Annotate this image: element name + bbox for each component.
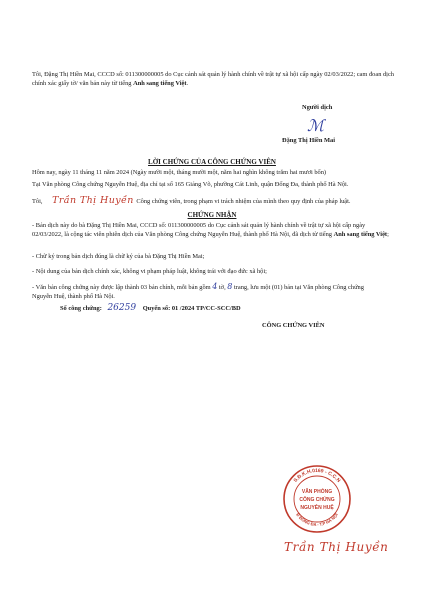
translator-name: Đặng Thị Hiền Mai: [282, 137, 335, 144]
statement-text: Tôi, Đặng Thị Hiền Mai, CCCD số: 011300000005 do Cục cảnh sát quản lý hành chính về trật tự xã hội cấp ngày 02/03/2022; cam đoan dịch chính xác giấy tờ/ văn bản này từ tiếng: [32, 71, 394, 87]
certify-point-1-end: ;: [387, 230, 389, 238]
notary-date-line: Hôm nay, ngày 11 tháng 11 năm 2024 (Ngày mười một, tháng mười một, năm hai nghìn không trăm hai mươi bốn): [32, 169, 327, 176]
notary-i-suffix: Công chứng viên, trong phạm vi trách nhiệm của mình theo quy định của pháp luật.: [136, 198, 351, 205]
certify-point-1: [32, 222, 394, 239]
notary-number-value: 26259: [107, 303, 137, 313]
statement-language: Anh sang tiếng Việt: [133, 79, 187, 87]
certify-point-4: [32, 283, 382, 301]
notary-number-line: [60, 304, 241, 313]
seal-line-1: VĂN PHÒNG: [301, 489, 333, 495]
notary-place-line: Tại Văn phòng Công chứng Nguyễn Huệ, địa chỉ tại số 165 Giảng Võ, phường Cát Linh, quận Đống Đa, thành phố Hà Nội.: [32, 181, 349, 188]
certify-heading: CHỨNG NHẬN: [187, 211, 237, 219]
certify-point-4-pages: 4: [212, 282, 218, 291]
seal-ring-text: S.Đ.K.H.0169 - C.C.N: [292, 467, 342, 484]
certify-point-1-language: Anh sang tiếng Việt: [333, 230, 388, 238]
certify-point-2: - Chữ ký trong bản dịch đúng là chữ ký của bà Đặng Thị Hiền Mai;: [32, 253, 205, 260]
notary-i-line: [32, 197, 351, 206]
certify-point-4-text-b: tờ,: [217, 284, 228, 291]
notary-number-label: Số công chứng:: [60, 305, 102, 312]
notary-signature: Trần Thị Huyền: [284, 540, 389, 554]
seal-bottom-text: Đ ĐỐNG ĐA - T.P HÀ NỘI: [295, 512, 339, 528]
notary-book-label: Quyển số: 01 /2024 TP/CC-SCC/BD: [142, 305, 241, 312]
notary-heading: LỜI CHỨNG CỦA CÔNG CHỨNG VIÊN: [148, 158, 276, 166]
notary-i-prefix: Tôi,: [32, 198, 43, 205]
certify-point-4-sheets: 8: [227, 282, 233, 291]
certify-point-3: - Nội dung của bản dịch chính xác, không vi phạm pháp luật, không trái với đạo đức xã hội;: [32, 268, 267, 275]
seal-line-3: NGUYỄN HUỆ: [300, 505, 334, 511]
notary-handwritten-name: Trần Thị Huyền: [52, 195, 134, 206]
notary-signer-title: CÔNG CHỨNG VIÊN: [262, 322, 325, 329]
certify-point-4-text-c: trang, lưu một (01) bản tại Văn phòng Công chứng Nguyễn Huệ, thành phố Hà Nội.: [32, 284, 364, 300]
translator-statement: [32, 71, 394, 88]
translator-role-label: Người dịch: [302, 104, 333, 111]
translator-signature: ℳ: [307, 116, 325, 135]
notary-seal: [282, 464, 352, 534]
seal-line-2: CÔNG CHỨNG: [299, 497, 335, 503]
certify-point-4-text-a: - Văn bản công chứng này được lập thành 03 bản chính, mỗi bản gồm: [32, 284, 213, 291]
certify-point-1-text: - Bản dịch này do bà Đặng Thị Hiền Mai, CCCD số: 011300000005 do Cục cảnh sát quản lý hành chính về trật tự xã hội cấp ngày 02/03/2022, là cộng tác viên phiên dịch của Văn phòng Công chứng Nguyễn Huệ, thành phố Hà Nội, đã dịch từ tiếng: [32, 222, 366, 238]
statement-end: .: [186, 79, 189, 87]
